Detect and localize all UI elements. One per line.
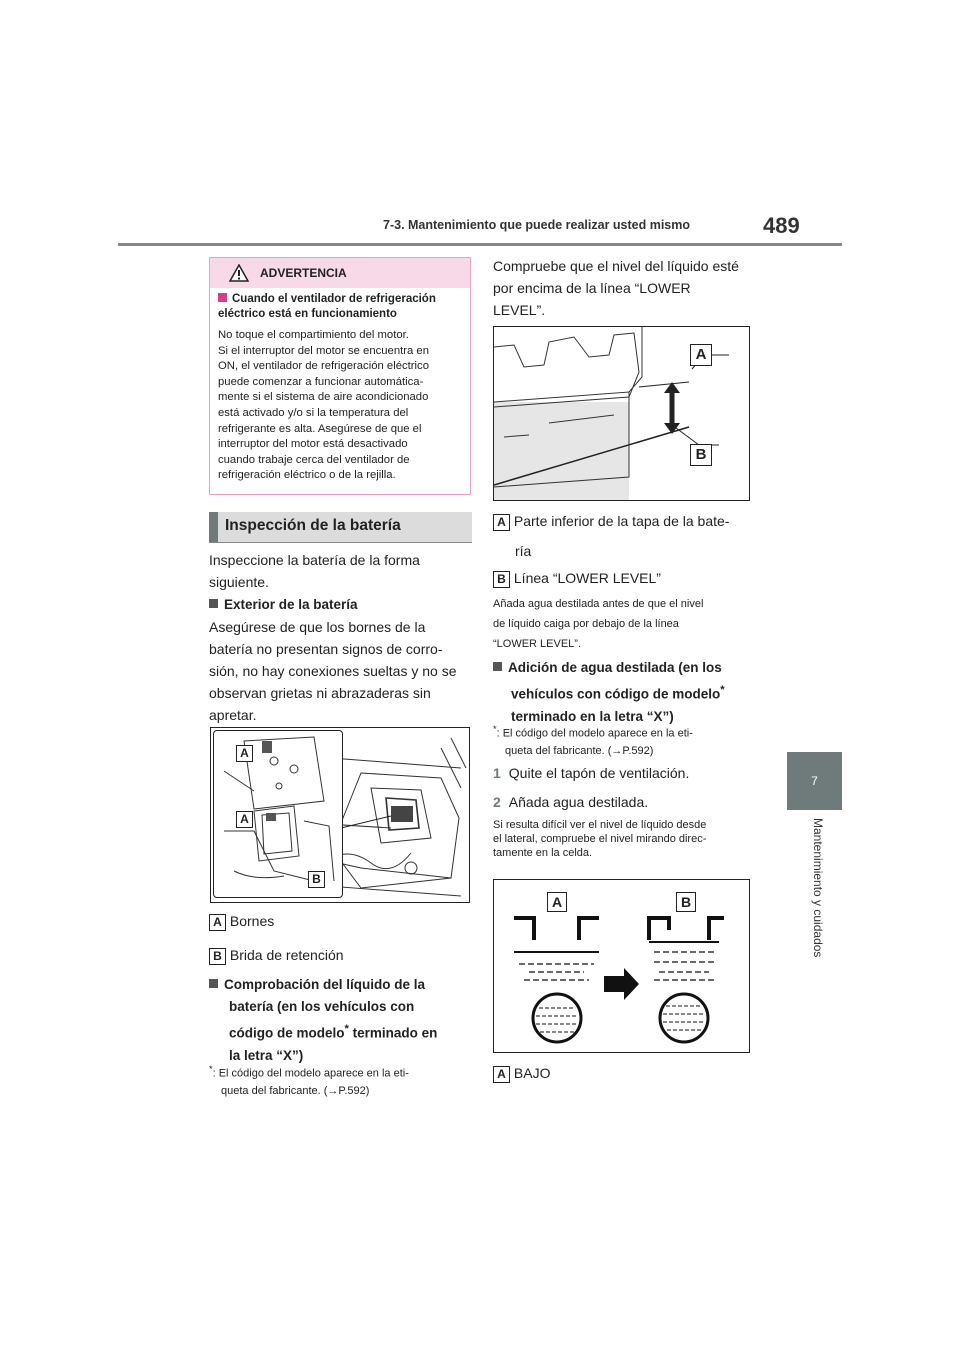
right-footnote	[493, 721, 758, 760]
warning-box	[209, 257, 471, 495]
legend-a-tag: A	[493, 514, 510, 531]
note-paragraph	[493, 594, 758, 654]
warning-line: ON, el ventilador de refrigeración eléctrico	[218, 360, 429, 373]
warning-line: puede comenzar a funcionar automática-	[218, 375, 424, 388]
legend-b-tag: B	[493, 571, 510, 588]
legend-b-tag: B	[209, 948, 226, 965]
legend-a-text: BAJO	[513, 1065, 551, 1081]
exterior-line: observan grietas ni abrazaderas sin	[209, 685, 431, 701]
footnote-star: *	[209, 1064, 213, 1074]
section-header-title: 7-3. Mantenimiento que puede realizar usted mismo	[383, 218, 691, 232]
warning-header	[210, 258, 470, 288]
add-heading-line: terminado en la letra “X”)	[511, 708, 674, 724]
exterior-line: Asegúrese de que los bornes de la	[209, 619, 426, 635]
warning-line: está activado y/o si la temperatura del	[218, 406, 409, 419]
pink-square-icon	[218, 293, 227, 302]
legend-a-tag: A	[493, 1066, 510, 1083]
warning-line: mente si el sistema de aire acondicionado	[218, 391, 429, 404]
page-number: 489	[763, 213, 800, 238]
fluid-heading-line: Comprobación del líquido de la	[224, 977, 426, 992]
callout-a-tag: A	[236, 745, 253, 762]
exterior-line: sión, no hay conexiones sueltas y no se	[209, 663, 457, 679]
legend-a-row	[209, 910, 274, 932]
check-paragraph	[493, 255, 758, 321]
warning-subtitle-row	[218, 292, 466, 322]
warning-line: cuando trabaje cerca del ventilador de	[218, 453, 410, 466]
check-line: LEVEL”.	[493, 302, 546, 318]
battery-closeup-inset	[213, 730, 343, 898]
section-heading-accent	[209, 512, 218, 543]
callout-a-tag: A	[690, 344, 712, 366]
footnote-line: : El código del modelo aparece en la eti-	[212, 1067, 409, 1080]
note-line: de líquido caiga por debajo de la línea	[493, 618, 679, 630]
warning-line: refrigerante es alta. Asegúrese de que el	[218, 422, 422, 435]
tip-line: tamente en la celda.	[493, 847, 593, 859]
fluid-heading-text: terminado en	[348, 1025, 438, 1041]
battery-level-figure	[493, 326, 750, 501]
add-heading-text: vehículos con código de modelo	[511, 686, 721, 702]
section-heading: Inspección de la batería	[225, 517, 401, 534]
legend-a-text: Bornes	[229, 913, 275, 929]
legend-a-text: Parte inferior de la tapa de la bate-	[513, 513, 730, 529]
header-divider	[118, 243, 842, 246]
footnote-line: queta del fabricante. (→P.592)	[221, 1084, 370, 1097]
legend-b-row-right	[493, 567, 661, 589]
fluid-heading-line: batería (en los vehículos con	[229, 999, 415, 1014]
callout-b-tag: B	[308, 871, 325, 888]
note-line: “LOWER LEVEL”.	[493, 638, 582, 650]
exterior-line: batería no presentan signos de corro-	[209, 641, 443, 657]
warning-title: ADVERTENCIA	[260, 266, 347, 280]
add-heading-line	[493, 679, 758, 706]
left-footnote	[209, 1061, 474, 1100]
cell-level-illustration	[494, 880, 749, 1052]
footnote-star: *	[493, 724, 497, 734]
step-2-number: 2	[493, 794, 501, 810]
callout-b-tag: B	[690, 444, 712, 466]
step-1-number: 1	[493, 765, 501, 781]
exterior-heading: Exterior de la batería	[224, 597, 358, 612]
callout-a-tag: A	[236, 811, 253, 828]
warning-line: No toque el compartimiento del motor.	[218, 329, 409, 341]
exterior-paragraph	[209, 616, 474, 726]
intro-paragraph	[209, 549, 474, 593]
section-heading-rule	[209, 542, 472, 543]
cell-level-figure	[493, 879, 750, 1053]
step-2-row	[493, 791, 648, 813]
tip-line: Si resulta difícil ver el nivel de líquido desde	[493, 819, 707, 831]
step-1-row	[493, 762, 689, 784]
intro-line: siguiente.	[209, 574, 269, 590]
check-line: Compruebe que el nivel del líquido esté	[493, 258, 739, 274]
footnote-star: *	[720, 684, 725, 696]
step-1-text: Quite el tapón de ventilación.	[508, 765, 690, 781]
fluid-heading-line	[209, 1018, 474, 1045]
exterior-line: apretar.	[209, 707, 257, 723]
intro-line: Inspeccione la batería de la forma	[209, 552, 420, 568]
legend-a-row-right	[493, 510, 758, 562]
footnote-line: queta del fabricante. (→P.592)	[505, 744, 654, 757]
legend-b-text: Brida de retención	[229, 947, 344, 963]
legend-a-tag: A	[209, 914, 226, 931]
square-bullet-icon	[209, 979, 218, 988]
square-bullet-icon	[209, 599, 218, 608]
add-water-heading	[493, 657, 758, 728]
warning-triangle-icon	[229, 264, 249, 282]
warning-line: refrigeración eléctrico o de la rejilla.	[218, 469, 396, 482]
legend-b-text: Línea “LOWER LEVEL”	[513, 570, 661, 586]
footnote-star: *	[344, 1023, 349, 1035]
fluid-heading-line: la letra “X”)	[229, 1047, 304, 1063]
square-bullet-icon	[493, 662, 502, 671]
warning-body	[218, 328, 468, 484]
footnote-line: : El código del modelo aparece en la eti-	[496, 727, 693, 740]
check-line: por encima de la línea “LOWER	[493, 280, 691, 296]
legend-b-row	[209, 944, 344, 966]
section-heading-bar	[209, 512, 472, 543]
engine-bay-figure	[210, 727, 470, 903]
note-line: Añada agua destilada antes de que el nivel	[493, 598, 704, 610]
legend-a-row-bottom	[493, 1062, 550, 1084]
fluid-heading-text: código de modelo	[229, 1025, 345, 1041]
callout-a-tag: A	[547, 892, 567, 912]
tip-line: el lateral, compruebe el nivel mirando direc-	[493, 833, 707, 845]
warning-subtitle: Cuando el ventilador de refrigeración eléctrico está en funcionamiento	[218, 293, 436, 320]
chapter-tab-label: Mantenimiento y cuidados	[811, 818, 825, 958]
tip-paragraph	[493, 818, 758, 860]
warning-line: interruptor del motor está desactivado	[218, 438, 408, 451]
chapter-tab: 7	[787, 752, 842, 810]
step-2-text: Añada agua destilada.	[508, 794, 649, 810]
fluid-heading	[209, 974, 474, 1067]
exterior-heading-row	[209, 594, 358, 616]
callout-b-tag: B	[676, 892, 696, 912]
add-heading-line: Adición de agua destilada (en los	[508, 660, 722, 675]
legend-a-text: ría	[515, 543, 532, 559]
warning-line: Si el interruptor del motor se encuentra en	[218, 344, 429, 357]
